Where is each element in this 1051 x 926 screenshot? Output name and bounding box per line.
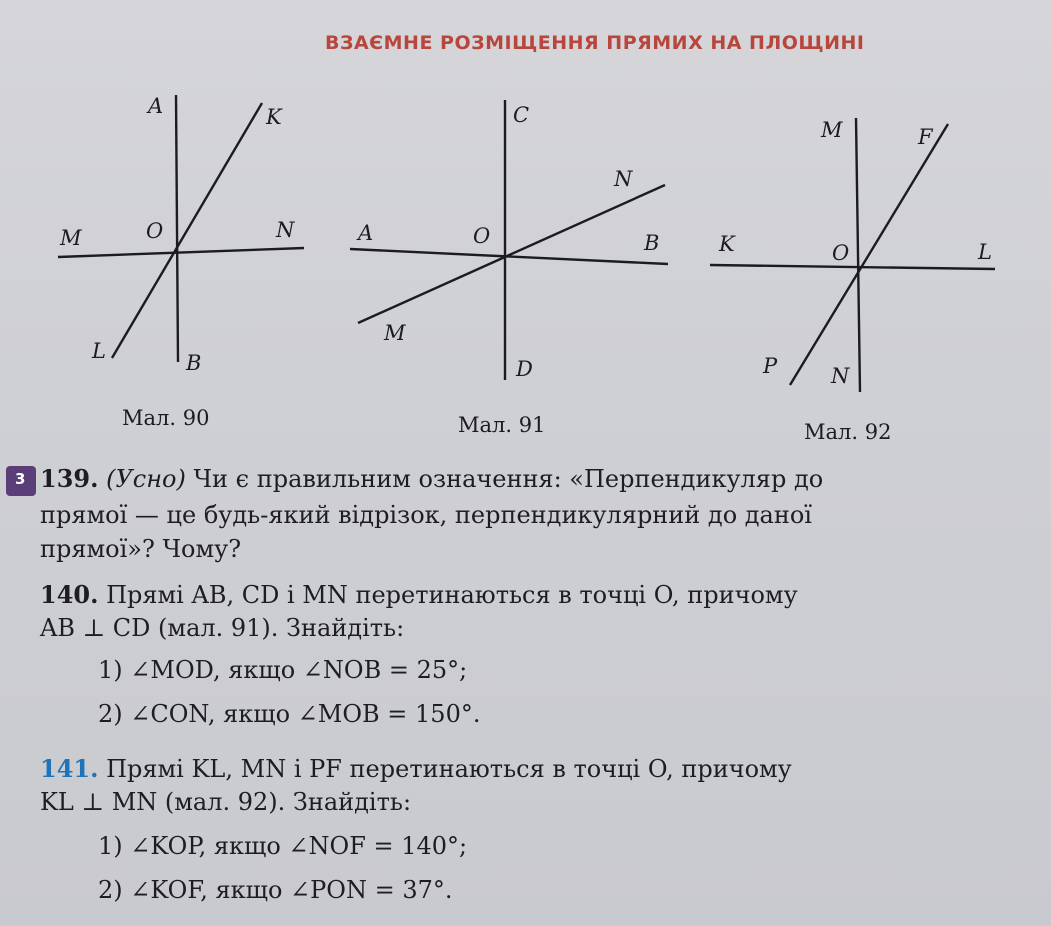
badge-number: 3 [15,470,26,488]
label-k: K [266,105,282,129]
label-m: M [384,321,406,345]
difficulty-badge [6,466,36,496]
label-a: A [358,221,374,245]
problem-139-line-1 [40,462,1030,496]
label-a: A [148,94,164,118]
problem-140-text-2: AB ⊥ CD (мал. 91). Знайдіть: [40,614,405,642]
label-d: D [516,357,533,381]
line-mn [58,248,304,257]
figures [0,0,1051,460]
problem-141-text-1: Прямі KL, MN і PF перетинаються в точці O, причому [98,755,792,783]
problem-141-item-2: 2) ∠KOF, якщо ∠PON = 37°. [98,876,453,904]
label-m: M [60,226,82,250]
label-p: P [763,354,778,378]
problem-141-item-1: 1) ∠KOP, якщо ∠NOF = 140°; [98,832,468,860]
line-kl [112,103,262,358]
label-m: M [821,118,843,142]
label-c: C [513,103,530,127]
figure-91 [350,100,668,437]
problem-139-number: 139. [40,464,99,493]
label-o: O [832,241,850,265]
problem-139-oral: (Усно) [106,465,186,493]
page-header: ВЗАЄМНЕ РОЗМІЩЕННЯ ПРЯМИХ НА ПЛОЩИНІ [325,32,865,54]
line-kl [710,265,995,269]
line-mn [358,185,665,323]
figure-92 [710,118,995,444]
line-ab [176,95,178,362]
caption-90: Мал. 90 [122,406,210,430]
figure-90 [58,94,304,430]
line-mn [856,118,860,392]
label-l: L [92,339,106,363]
problem-141-line-1 [40,752,1030,786]
label-o: O [146,219,164,243]
problem-141-number: 141. [40,754,99,783]
label-k: K [719,232,735,256]
label-o: O [473,224,491,248]
problem-141-text-2: KL ⊥ MN (мал. 92). Знайдіть: [40,788,412,816]
label-b: B [186,351,202,375]
label-l: L [978,240,992,264]
label-n: N [276,218,295,242]
problem-139-text-2: прямої — це будь-який відрізок, перпендикулярний до даної [40,501,812,529]
label-b: B [644,231,660,255]
problem-140-number: 140. [40,580,99,609]
problem-140-item-2: 2) ∠CON, якщо ∠MOB = 150°. [98,700,481,728]
caption-91: Мал. 91 [458,413,546,437]
problem-140-line-1 [40,578,1030,612]
problem-140-item-1: 1) ∠MOD, якщо ∠NOB = 25°; [98,656,468,684]
line-pf [790,124,948,385]
label-n: N [831,364,850,388]
label-f: F [918,125,933,149]
problem-139-text-3: прямої»? Чому? [40,535,242,563]
label-n: N [614,167,633,191]
problem-140-text-1: Прямі AB, CD і MN перетинаються в точці O, причому [98,581,798,609]
line-ab [350,249,668,264]
problem-139-text-1: Чи є правильним означення: «Перпендикуляр до [185,465,824,493]
caption-92: Мал. 92 [804,420,892,444]
